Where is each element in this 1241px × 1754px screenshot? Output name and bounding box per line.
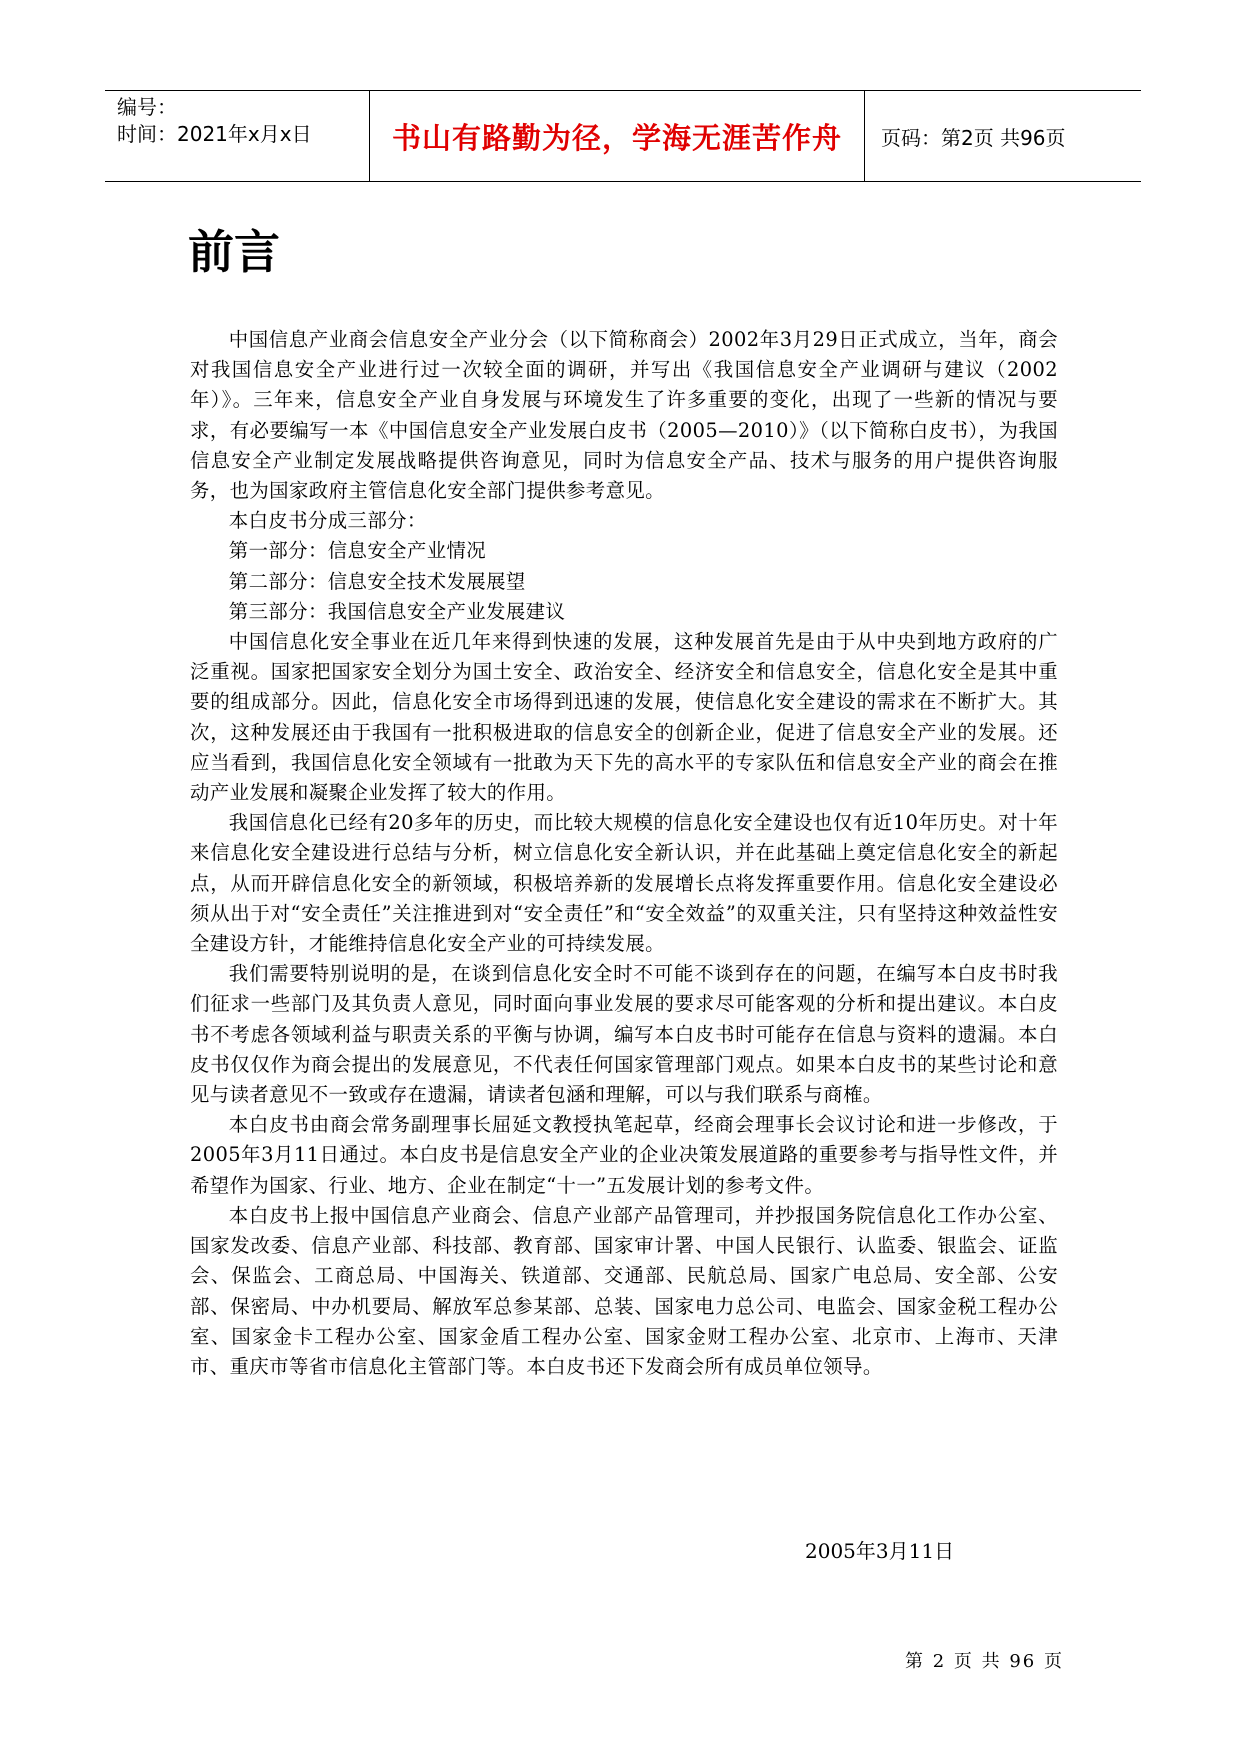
paragraph: 第三部分：我国信息安全产业发展建议 — [228, 599, 566, 623]
paragraph: 第二部分：信息安全技术发展展望 — [228, 569, 526, 593]
paragraph: 本白皮书由商会常务副理事长屈延文教授执笔起草，经商会理事长会议讨论和进一步修改，于2005年3月11日通过。本白皮书是信息安全产业的企业决策发展道路的重要参考与指导性文件，并希望作为国家、行业、地方、企业在制定“十一”五发展计划的参考文件。 — [190, 1113, 1058, 1197]
header-page-cell — [865, 91, 1141, 181]
paragraph: 本白皮书上报中国信息产业商会、信息产业部产品管理司，并抄报国务院信息化工作办公室、国家发改委、信息产业部、科技部、教育部、国家审计署、中国人民银行、认监委、银监会、证监会、保监会、工商总局、中国海关、铁道部、交通部、民航总局、国家广电总局、安全部、公安部、保密局、中办机要局、解放军总参某部、总装、国家电力总公司、电监会、国家金税工程办公室、国家金卡工程办公室、国家金盾工程办公室、国家金财工程办公室、北京市、上海市、天津市、重庆市等省市信息化主管部门等。本白皮书还下发商会所有成员单位领导。 — [190, 1203, 1058, 1378]
document-body — [190, 325, 1058, 1382]
time-label: 时间：2021年x月x日 — [117, 122, 312, 146]
page-footer: 第 2 页 共 96 页 — [905, 1651, 1064, 1672]
header-motto-cell — [370, 91, 865, 181]
header-meta-cell — [105, 91, 370, 181]
paragraph: 本白皮书分成三部分： — [228, 509, 427, 533]
page-header — [105, 90, 1141, 182]
paragraph: 中国信息化安全事业在近几年来得到快速的发展，这种发展首先是由于从中央到地方政府的广泛重视。国家把国家安全划分为国土安全、政治安全、经济安全和信息安全，信息化安全是其中重要的组成部分。因此，信息化安全市场得到迅速的发展，使信息化安全建设的需求在不断扩大。其次，这种发展还由于我国有一批积极进取的信息安全的创新企业，促进了信息安全产业的发展。还应当看到，我国信息化安全领域有一批敢为天下先的高水平的专家队伍和信息安全产业的商会在推动产业发展和凝聚企业发挥了较大的作用。 — [190, 630, 1058, 805]
paragraph: 我们需要特别说明的是，在谈到信息化安全时不可能不谈到存在的问题，在编写本白皮书时我们征求一些部门及其负责人意见，同时面向事业发展的要求尽可能客观的分析和提出建议。本白皮书不考虑各领域利益与职责关系的平衡与协调，编写本白皮书时可能存在信息与资料的遗漏。本白皮书仅仅作为商会提出的发展意见，不代表任何国家管理部门观点。如果本白皮书的某些讨论和意见与读者意见不一致或存在遗漏，请读者包涵和理解，可以与我们联系与商榷。 — [190, 962, 1058, 1107]
document-date: 2005年3月11日 — [805, 1539, 955, 1563]
paragraph: 我国信息化已经有20多年的历史，而比较大规模的信息化安全建设也仅有近10年历史。对十年来信息化安全建设进行总结与分析，树立信息化安全新认识，并在此基础上奠定信息化安全的新起点，从而开辟信息化安全的新领域，积极培养新的发展增长点将发挥重要作用。信息化安全建设必须从出于对“安全责任”关注推进到对“安全责任”和“安全效益”的双重关注，只有坚持这种效益性安全建设方针，才能维持信息化安全产业的可持续发展。 — [190, 811, 1058, 956]
page-info: 页码：第2页 共96页 — [881, 125, 1066, 150]
paragraph: 第一部分：信息安全产业情况 — [228, 539, 487, 563]
motto-text: 书山有路勤为径，学海无涯苦作舟 — [391, 120, 842, 155]
paragraph: 中国信息产业商会信息安全产业分会（以下简称商会）2002年3月29日正式成立，当年，商会对我国信息安全产业进行过一次较全面的调研，并写出《我国信息安全产业调研与建议（2002年）》。三年来，信息安全产业自身发展与环境发生了许多重要的变化，出现了一些新的情况与要求，有必要编写一本《中国信息安全产业发展白皮书（2005—2010）》（以下简称白皮书），为我国信息安全产业制定发展战略提供咨询意见，同时为信息安全产品、技术与服务的用户提供咨询服务，也为国家政府主管信息化安全部门提供参考意见。 — [190, 328, 1058, 503]
page-title: 前言 — [188, 225, 280, 279]
serial-label: 编号： — [117, 95, 177, 119]
